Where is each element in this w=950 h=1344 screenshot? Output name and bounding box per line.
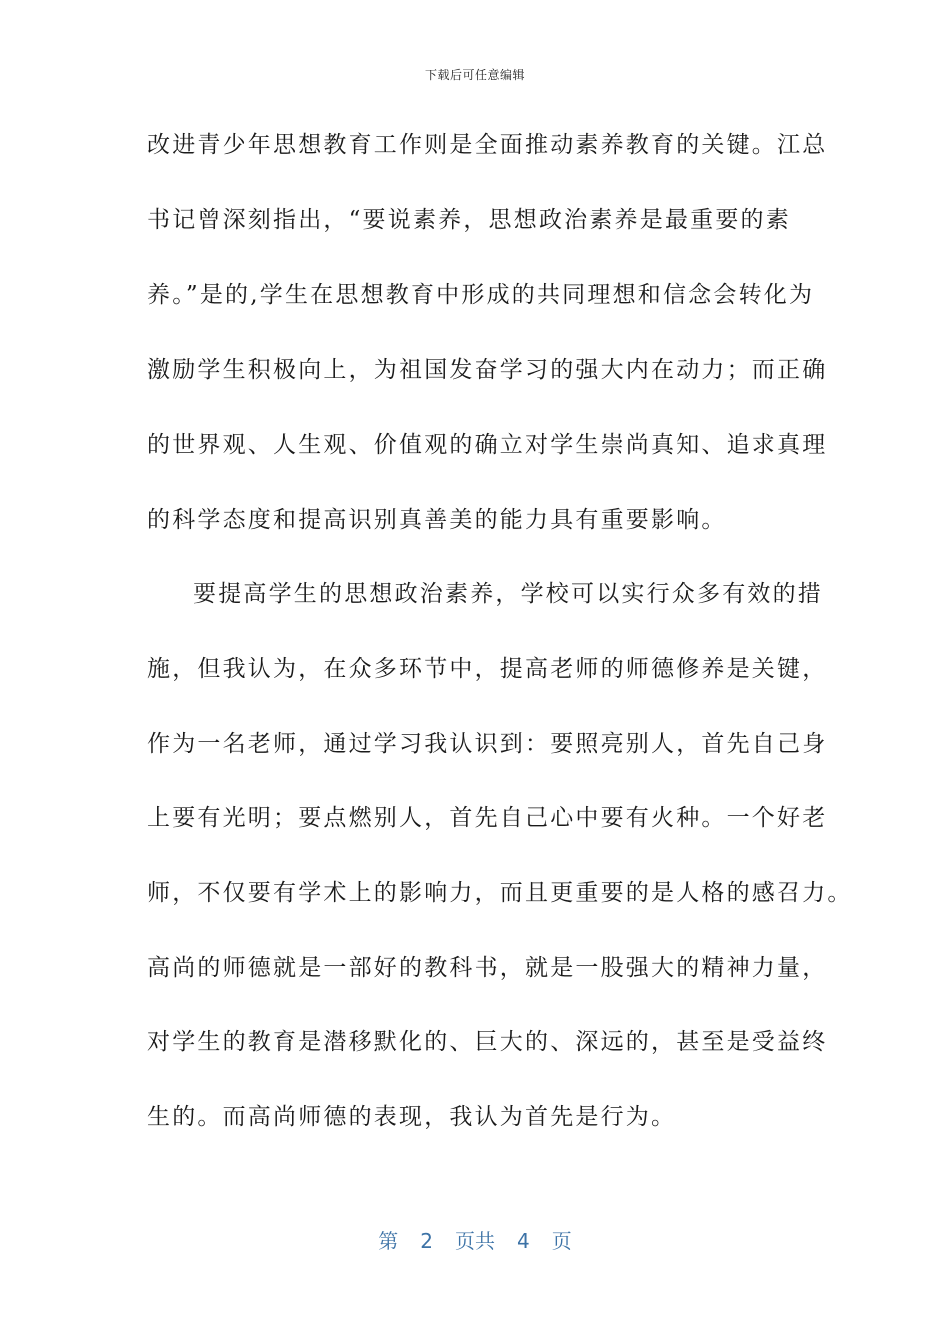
- current-page-number: 2: [420, 1229, 433, 1253]
- body-line: 激励学生积极向上，为祖国发奋学习的强大内在动力；而正确: [147, 357, 828, 383]
- body-line: 师，不仅要有学术上的影响力，而且更重要的是人格的感召力。: [147, 880, 853, 906]
- body-line: 的世界观、人生观、价值观的确立对学生崇尚真知、追求真理: [147, 432, 828, 458]
- body-line: 书记曾深刻指出，“要说素养，思想政治素养是最重要的素: [147, 207, 791, 233]
- body-line: 生的。而高尚师德的表现，我认为首先是行为。: [147, 1104, 677, 1130]
- body-line: 高尚的师德就是一部好的教科书，就是一股强大的精神力量，: [147, 955, 828, 981]
- body-line: 的科学态度和提高识别真善美的能力具有重要影响。: [147, 507, 727, 533]
- body-line: 作为一名老师，通过学习我认识到：要照亮别人，首先自己身: [147, 731, 828, 757]
- footer-middle: 页共: [455, 1229, 495, 1253]
- body-line: 改进青少年思想教育工作则是全面推动素养教育的关键。江总: [147, 132, 828, 158]
- total-page-number: 4: [517, 1229, 530, 1253]
- footer-suffix: 页: [551, 1229, 572, 1253]
- body-line: 对学生的教育是潜移默化的、巨大的、深远的，甚至是受益终: [147, 1029, 828, 1055]
- body-line: 养。”是的,学生在思想教育中形成的共同理想和信念会转化为: [147, 282, 815, 308]
- page-header: 下载后可任意编辑: [424, 68, 525, 82]
- body-line: 上要有光明；要点燃别人，首先自己心中要有火种。一个好老: [147, 805, 828, 831]
- body-line: 施，但我认为，在众多环节中，提高老师的师德修养是关键，: [147, 656, 828, 682]
- paragraph-first-line: 要提高学生的思想政治素养，学校可以实行众多有效的措: [193, 581, 823, 607]
- footer-prefix: 第: [378, 1229, 399, 1253]
- page-number-footer: [0, 1225, 950, 1254]
